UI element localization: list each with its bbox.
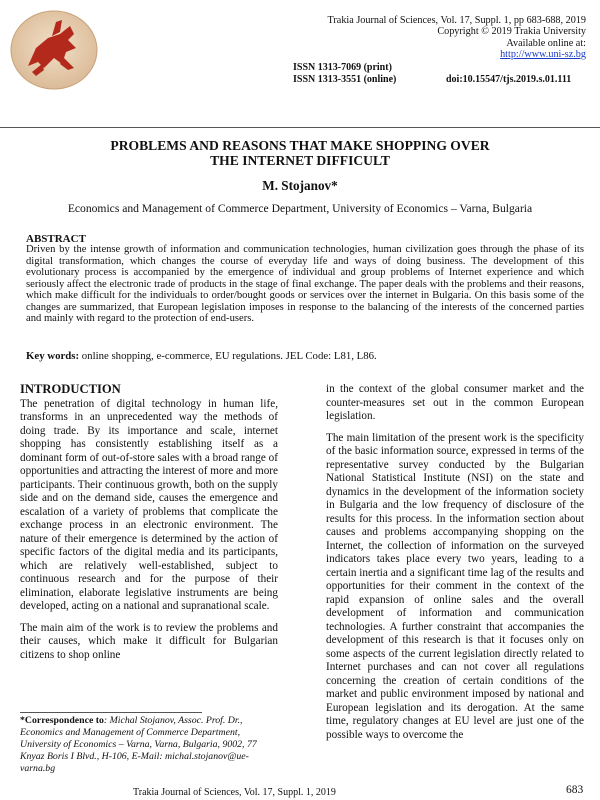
header-divider	[0, 127, 600, 128]
right-paragraph-1: in the context of the global consumer market and the counter-measures set out in the common European legislation.	[326, 383, 584, 422]
footnote-divider	[20, 712, 202, 713]
title-line-2: THE INTERNET DIFFICULT	[210, 153, 390, 168]
abstract-text: Driven by the intense growth of information and communication technologies, human civilization goes through the phase of its digital transformation, which changes the course of everyday life and ways of doing business. The development of this evolutionary process is accompanied by the emergence of individual and group problems of Internet experience and which seriously affect the electronic trade of products in the stage of final exchange. The paper deals with the problems and their reasons, which make difficult for the individuals to order/bought goods or services over the internet in Bulgaria. On this basis some of the changes are summarized, that European legislation imposes in response to the balancing of the interests of the concerned parties and mainly with regard to the protection of end-users.	[26, 244, 584, 324]
title-line-1: PROBLEMS AND REASONS THAT MAKE SHOPPING OVER	[110, 138, 490, 153]
journal-line: Trakia Journal of Sciences, Vol. 17, Suppl. 1, pp 683-688, 2019	[327, 15, 586, 26]
footnote-text: : Michal Stojanov, Assoc. Prof. Dr., Economics and Management of Commerce Department, University of Economics – Varna, Varna, Bulgaria, 9002, 77 Knyaz Boris I Blvd., H-106, E-Mail: michal.stojanov@ue-varna.bg	[20, 715, 257, 774]
issn-block	[293, 62, 593, 85]
author: M. Stojanov*	[262, 178, 338, 193]
affiliation: Economics and Management of Commerce Department, University of Economics – Varna, Bulgaria	[67, 202, 533, 215]
right-paragraph-2: The main limitation of the present work is the specificity of the basic information source, expressed in terms of the representative survey conducted by the Bulgarian National Statistical Institute (NSI) on the state and dynamics in the development of the information society in Bulgaria and the low frequency of disclosure of the results for this process. In the information section about causes and problems accompanying shopping on the Internet, the collection of information on the surveyed indicators takes place every two years, leading to a certain inertia and a significant time lag of the results and opportunities for their comment in the context of the rapid expansion of online sales and the overall development of information and communication technologies. A further constraint that accompanies the development of this research is that it focuses only on some aspects of the current legislation directly related to Internet purchases and can not cover all regulations concerning the creation of certain conditions of the market and public environment imposed by national and European legislation and its derogation. At the same time, regulatory changes at EU level are just one of the possible ways to overcome the	[326, 431, 584, 741]
keywords	[26, 350, 586, 362]
introduction-heading: INTRODUCTION	[20, 382, 121, 396]
journal-meta	[256, 15, 586, 61]
paper-title	[20, 138, 580, 168]
copyright: Copyright © 2019 Trakia University	[437, 26, 586, 38]
issn-online: ISSN 1313-3551 (online)	[293, 73, 397, 85]
issn-print: ISSN 1313-7069 (print)	[293, 62, 392, 73]
keywords-text: online shopping, e-commerce, EU regulations. JEL Code: L81, L86.	[79, 350, 377, 362]
journal-logo	[8, 8, 100, 92]
keywords-label: Key words:	[26, 350, 80, 362]
journal-url-link[interactable]: http://www.uni-sz.bg	[500, 49, 586, 61]
page-number: 683	[566, 784, 584, 796]
right-column	[326, 383, 584, 750]
left-column	[20, 383, 278, 670]
abstract-heading: ABSTRACT	[26, 233, 86, 245]
page-footer: Trakia Journal of Sciences, Vol. 17, Suppl. 1, 2019	[133, 787, 336, 798]
left-paragraph-1: The penetration of digital technology in human life, transforms in an unprecedented way the methods of doing trade. By its importance and scale, internet shopping has consistently establishing itself as a dominant form of out-of-store sales with a broad range of opportunities and attracting the interest of more and more participants. Their continuous growth, both on the supply side and on the demand side, causes the emergence and escalation of a variety of problems that complicate the exchange process in an electronic environment. The nature of their emergence is determined by the action of specific factors of the digital media and its participants, which are relatively well-established, subject to continuous research and for the purpose of their elimination, elaborate legislative instruments are being developed, acting on a national and supranational scale.	[20, 397, 278, 612]
available-online: Available online at:	[506, 37, 586, 49]
left-paragraph-2: The main aim of the work is to review the problems and their causes, which make it difficult for Bulgarian citizens to shop online	[20, 621, 278, 661]
doi: doi:10.15547/tjs.2019.s.01.111	[446, 73, 572, 85]
footnote-label: *Correspondence to	[20, 715, 104, 726]
correspondence-footnote	[20, 715, 282, 775]
